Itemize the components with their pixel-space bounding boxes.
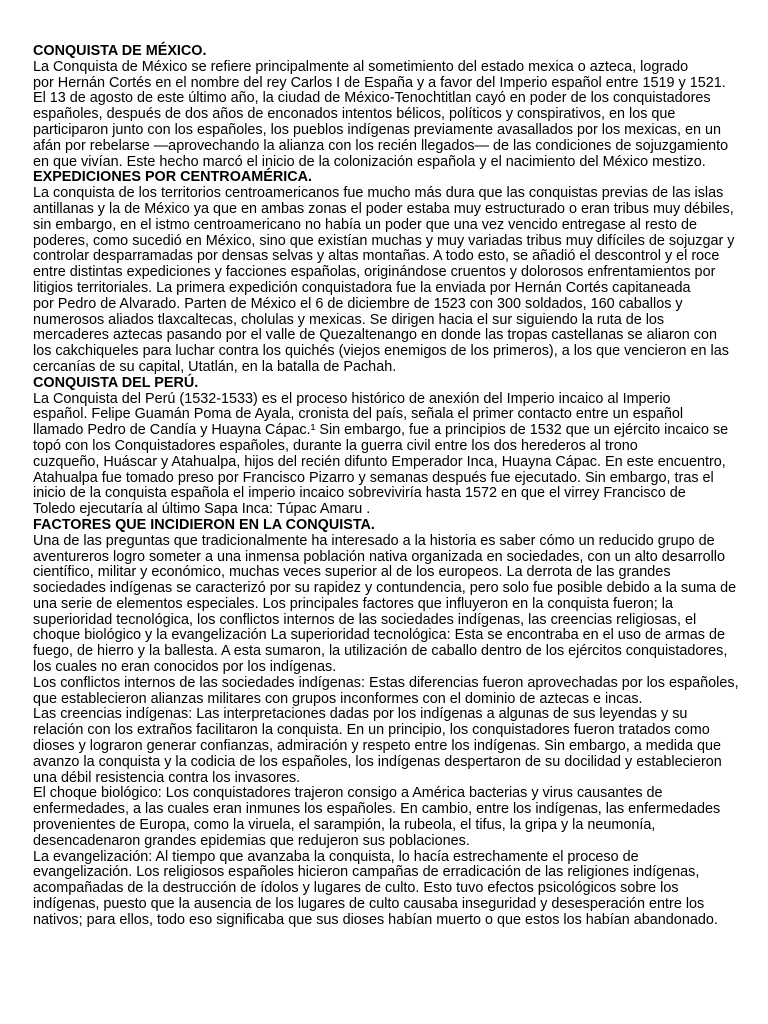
paragraph-line: inicio de la conquista española el imperio incaico sobreviviría hasta 1572 en que el virrey Francisco de	[33, 485, 686, 502]
section-conquista-mexico	[33, 44, 738, 170]
paragraph-line: científico, militar y económico, muchas veces superior al de los europeos. La derrota de las grandes	[33, 564, 671, 581]
section-factores-conquista	[33, 518, 738, 929]
paragraph-line: entre distintas expediciones y facciones españolas, originándose cruentos y dolorosos enfrentamientos por	[33, 264, 716, 281]
paragraph-line: Atahualpa fue tomado preso por Francisco Pizarro y semanas después fue ejecutado. Sin embargo, tras el	[33, 469, 714, 486]
paragraph-line: provenientes de Europa, como la viruela, el sarampión, la rubeola, el tifus, la gripa y la neumonía,	[33, 817, 656, 834]
paragraph-line: llamado Pedro de Candía y Huayna Cápac.¹ Sin embargo, fue a principios de 1532 que un ejército incaico se	[33, 422, 729, 439]
paragraph-line: cercanías de su capital, Utatlán, en la batalla de Pachah.	[33, 358, 397, 375]
paragraph-line: sin embargo, en el istmo centroamericano no había un poder que una vez vencido entregase al resto de	[33, 216, 697, 233]
paragraph-line: indígenas, puesto que la ausencia de los lugares de culto causaba inseguridad y desesperación entre los	[33, 896, 705, 913]
paragraph-line: litigios territoriales. La primera expedición conquistadora fue la enviada por Hernán Cortés capitaneada	[33, 279, 691, 296]
section-heading: CONQUISTA DE MÉXICO.	[33, 43, 207, 59]
paragraph-line: poderes, como sucedió en México, sino que existían muchas y muy variadas tribus muy difíciles de sojuzgar y	[33, 232, 735, 249]
paragraph-line: fuego, de hierro y la ballesta. A esta sumaron, la utilización de caballo dentro de los ejércitos conquistadores,	[33, 643, 728, 660]
paragraph-line: Toledo ejecutaría al último Sapa Inca: Túpac Amaru .	[33, 501, 371, 518]
paragraph-line: cuzqueño, Huáscar y Atahualpa, hijos del recién difunto Emperador Inca, Huayna Cápac. En este encuentro,	[33, 453, 726, 470]
paragraph-line: controlar desparramadas por densas selvas y altas montañas. A todo esto, se añadió el descontrol y el roce	[33, 248, 720, 265]
document-page	[33, 44, 738, 929]
paragraph-line: nativos; para ellos, todo eso significaba que sus dioses habían muerto o que estos los habían abandonado.	[33, 911, 718, 928]
paragraph-line: avanzo la conquista y la codicia de los españoles, los indígenas despertaron de su docilidad y establecieron	[33, 753, 722, 770]
paragraph-line: La conquista de los territorios centroamericanos fue mucho más dura que las conquistas previas de las islas	[33, 185, 724, 202]
section-conquista-peru	[33, 376, 738, 518]
paragraph-line: Los conflictos internos de las sociedades indígenas: Estas diferencias fueron aprovechadas por los españoles,	[33, 674, 739, 691]
paragraph-line: enfermedades, a las cuales eran inmunes los españoles. En cambio, entre los indígenas, las enfermedades	[33, 801, 721, 818]
paragraph-line: Las creencias indígenas: Las interpretaciones dadas por los indígenas a algunas de sus leyendas y su	[33, 706, 688, 723]
paragraph-line: superioridad tecnológica, los conflictos internos de las sociedades indígenas, las creencias religiosas, el	[33, 611, 697, 628]
paragraph-line: una serie de elementos especiales. Los principales factores que influyeron en la conquista fueron; la	[33, 595, 673, 612]
paragraph-line: mercaderes aztecas pasando por el valle de Quezaltenango en donde las tropas castellanas se aliaron con	[33, 327, 717, 344]
paragraph-line: españoles, después de dos años de enconados intentos bélicos, políticos y conspirativos, en los que	[33, 106, 676, 123]
paragraph-line: los cuales no eran conocidos por los indígenas.	[33, 659, 337, 676]
paragraph-line: evangelización. Los religiosos españoles hicieron campañas de erradicación de las religiones indígenas,	[33, 864, 700, 881]
paragraph-line: La Conquista del Perú (1532-1533) es el proceso histórico de anexión del Imperio incaico al Imperio	[33, 390, 671, 407]
paragraph-line: La evangelización: Al tiempo que avanzaba la conquista, lo hacía estrechamente el proceso de	[33, 848, 639, 865]
paragraph-line: afán por rebelarse —aprovechando la alianza con los recién llegados— de las condiciones de sojuzgamiento	[33, 137, 729, 154]
paragraph-line: participaron junto con los españoles, los pueblos indígenas previamente avasallados por los mexicas, en un	[33, 121, 721, 138]
section-heading: CONQUISTA DEL PERÚ.	[33, 374, 199, 391]
paragraph-line: El choque biológico: Los conquistadores trajeron consigo a América bacterias y virus causantes de	[33, 785, 663, 802]
paragraph-line: relación con los extraños facilitaron la conquista. En un principio, los conquistadores fueron tratados como	[33, 722, 710, 739]
paragraph-line: por Pedro de Alvarado. Parten de México el 6 de diciembre de 1523 con 300 soldados, 160 caballos y	[33, 295, 683, 312]
paragraph-line: Una de las preguntas que tradicionalmente ha interesado a la historia es saber cómo un reducido grupo de	[33, 532, 715, 549]
paragraph-line: numerosos aliados tlaxcaltecas, cholulas y mexicas. Se dirigen hacia el sur siguiendo la ruta de los	[33, 311, 665, 328]
paragraph-line: español. Felipe Guamán Poma de Ayala, cronista del país, señala el primer contacto entre un español	[33, 406, 684, 423]
paragraph-line: choque biológico y la evangelización La superioridad tecnológica: Esta se encontraba en el uso de armas de	[33, 627, 726, 644]
paragraph-line: dioses y lograron generar confianzas, admiración y respeto entre los indígenas. Sin embargo, a medida que	[33, 738, 721, 755]
paragraph-line: una débil resistencia contra los invasores.	[33, 769, 301, 786]
section-heading: FACTORES QUE INCIDIERON EN LA CONQUISTA.	[33, 516, 375, 533]
paragraph-line: topó con los Conquistadores españoles, durante la guerra civil entre los dos herederos al trono	[33, 437, 638, 454]
paragraph-line: desencadenaron grandes epidemias que redujeron sus poblaciones.	[33, 832, 470, 849]
paragraph-line: en que vivían. Este hecho marcó el inicio de la colonización española y el nacimiento del México mestizo.	[33, 153, 706, 170]
paragraph-line: sociedades indígenas se caracterizó por su rapidez y contundencia, pero solo fue posible debido a la suma de	[33, 580, 737, 597]
paragraph-line: los cakchiqueles para luchar contra los quichés (viejos enemigos de los primeros), a los que vencieron en las	[33, 343, 729, 360]
paragraph-line: antillanas y la de México ya que en ambas zonas el poder estaba muy estructurado o eran tribus muy débiles,	[33, 200, 734, 217]
paragraph-line: acompañadas de la destrucción de ídolos y lugares de culto. Esto tuvo efectos psicológicos sobre los	[33, 880, 679, 897]
paragraph-line: que establecieron alianzas militares con grupos inconformes con el dominio de aztecas e incas.	[33, 690, 643, 707]
paragraph-line: La Conquista de México se refiere principalmente al sometimiento del estado mexica o azteca, logrado	[33, 58, 689, 75]
section-heading: EXPEDICIONES POR CENTROAMÉRICA.	[33, 169, 313, 186]
paragraph-line: aventureros logro someter a una inmensa población nativa organizada en sociedades, con un alto desarrollo	[33, 548, 725, 565]
paragraph-line: El 13 de agosto de este último año, la ciudad de México-Tenochtitlan cayó en poder de los conquistadores	[33, 90, 711, 107]
paragraph-line: por Hernán Cortés en el nombre del rey Carlos I de España y a favor del Imperio español entre 1519 y 1521.	[33, 74, 726, 91]
section-expediciones-centroamerica	[33, 170, 738, 375]
